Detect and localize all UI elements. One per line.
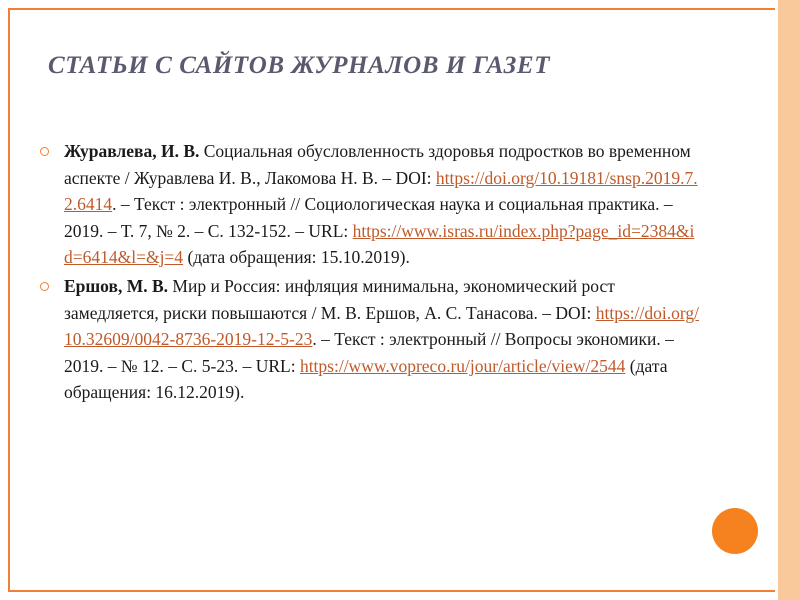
top-divider <box>8 8 778 10</box>
doi-link[interactable]: https://doi.org/10.19181/snsp.2019.7.2.6414 <box>64 167 698 215</box>
reference-list <box>40 138 700 408</box>
right-band-gap <box>775 0 778 600</box>
left-divider <box>8 8 10 592</box>
reference-text-before-doi: Социальная обусловленность здоровья подростков во временном аспекте / Журавлева И. В., Лакомова Н. В. – DOI: <box>64 141 691 188</box>
right-accent-band <box>778 0 800 600</box>
article-url-link[interactable]: https://www.isras.ru/index.php?page_id=2384&id=6414&l=&j=4 <box>64 220 695 268</box>
list-item <box>40 138 700 271</box>
list-item <box>40 273 700 406</box>
reference-author: Журавлева, И. В. <box>64 141 200 161</box>
decorative-circle <box>712 508 758 554</box>
page-title: СТАТЬИ С САЙТОВ ЖУРНАЛОВ И ГАЗЕТ <box>48 52 551 79</box>
doi-link[interactable]: https://doi.org/10.32609/0042-8736-2019-12-5-23 <box>64 302 699 350</box>
reference-access-date: (дата обращения: 16.12.2019). <box>64 355 668 403</box>
bottom-divider <box>8 590 778 592</box>
reference-entry <box>64 273 700 406</box>
bullet-circle-icon <box>40 138 64 160</box>
reference-author: Ершов, М. В. <box>64 275 169 296</box>
reference-text-after-doi: . – Текст : электронный // Вопросы экономики. – 2019. – № 12. – С. 5-23. – URL: <box>64 329 674 376</box>
reference-text-before-doi: Мир и Россия: инфляция минимальна, экономический рост замедляется, риски повышаются / М. В. Ершов, А. С. Танасова. – DOI: <box>64 275 615 323</box>
reference-text-after-doi: . – Текст : электронный // Социологическая наука и социальная практика. – 2019. – Т. 7, № 2. – С. 132-152. – URL: <box>64 194 673 241</box>
reference-entry <box>64 138 700 271</box>
bullet-circle-icon <box>40 273 64 295</box>
article-url-link[interactable]: https://www.vopreco.ru/jour/article/view/2544 <box>299 355 626 376</box>
reference-access-date: (дата обращения: 15.10.2019). <box>183 247 410 268</box>
